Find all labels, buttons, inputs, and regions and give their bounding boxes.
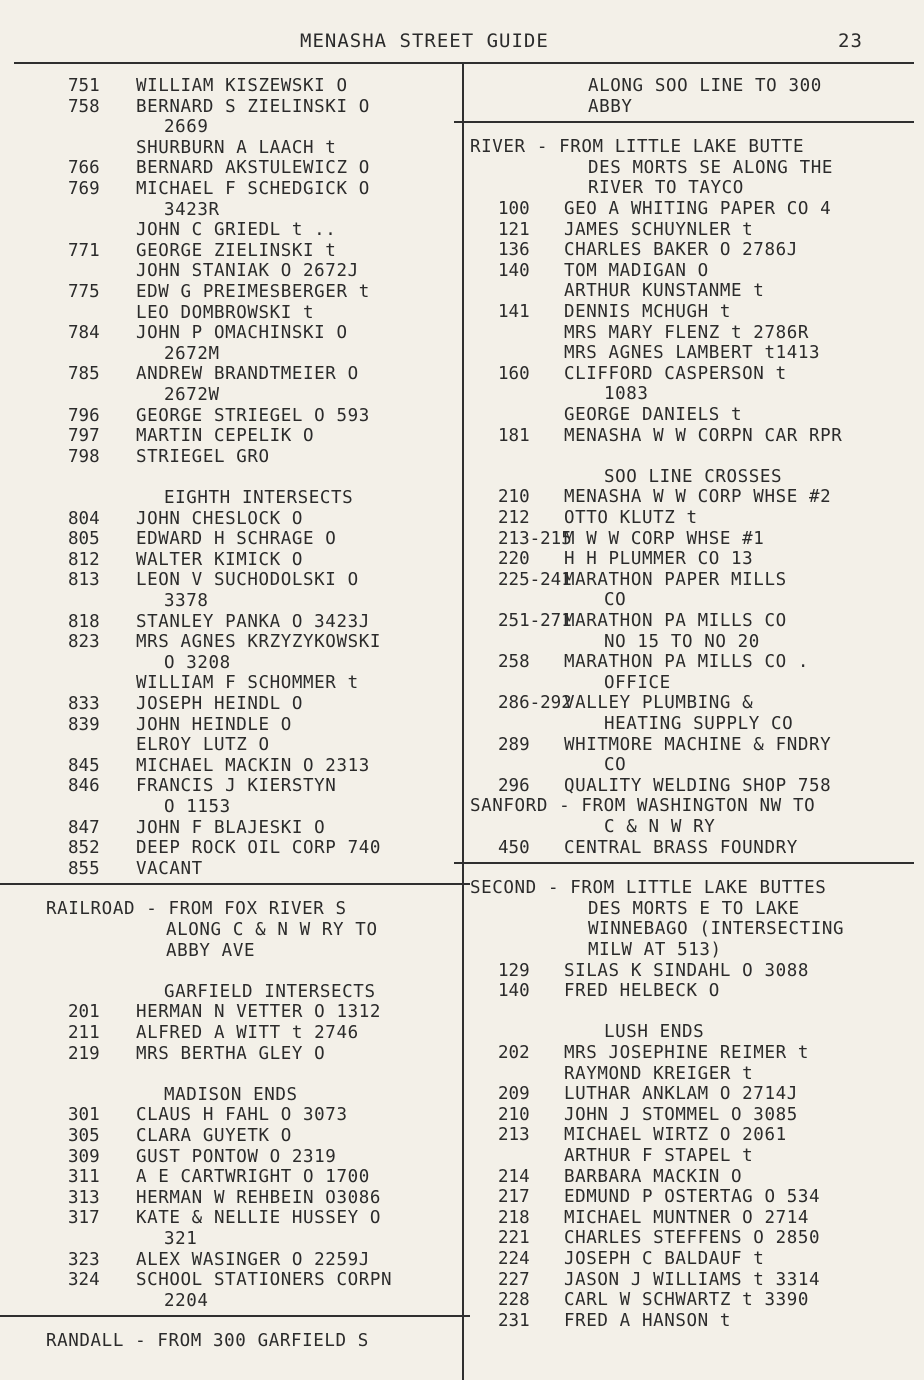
listing-entry: H H PLUMMER CO 13 [564,549,754,570]
listing-entry: ARTHUR KUNSTANME t [564,281,765,302]
house-number: 129 [498,960,530,981]
listing-entry: ALFRED A WITT t 2746 [136,1023,359,1043]
house-number: 286-292 [498,693,572,714]
listing-entry: 2669 [164,117,209,138]
house-number: 181 [498,425,530,446]
listing-entry: JOHN P OMACHINSKI O [136,323,348,344]
house-number: 769 [68,179,100,199]
listing-entry: SILAS K SINDAHL O 3088 [564,960,809,981]
listing-entry: ARTHUR F STAPEL t [564,1146,754,1166]
house-number: 847 [68,817,100,838]
section-rule [0,883,470,885]
house-number: 251-271 [498,611,572,631]
listing-entry: MARATHON PAPER MILLS [564,569,787,590]
listing-entry: VALLEY PLUMBING & [564,693,754,714]
listing-entry: C & N W RY [604,817,716,837]
listing-entry: DES MORTS SE ALONG THE [588,157,833,178]
house-number: 812 [68,549,100,570]
listing-entry: O 1153 [164,797,231,817]
listing-entry: CLARA GUYETK O [136,1126,292,1146]
house-number: 210 [498,1104,530,1125]
listing-entry: JOHN C GRIEDL t .. [136,220,337,241]
house-number: 160 [498,363,530,384]
house-number: 213-215 [498,528,572,549]
listing-entry: MENASHA W W CORP WHSE #2 [564,487,832,508]
listing-entry: RIVER TO TAYCO [588,178,744,199]
section-rule [454,862,914,864]
house-number: 852 [68,838,100,859]
listing-entry: MILW AT 513) [588,940,722,960]
listing-entry: MRS MARY FLENZ t 2786R [564,322,809,343]
listing-entry: CO [604,590,627,611]
listing-entry: MARTIN CEPELIK O [136,426,315,447]
listing-entry: ALEX WASINGER O 2259J [136,1249,370,1270]
listing-entry: HEATING SUPPLY CO [604,714,794,734]
listing-entry: CHARLES STEFFENS O 2850 [564,1228,821,1249]
house-number: 218 [498,1207,530,1228]
listing-entry: WALTER KIMICK O [136,549,304,570]
listing-entry: M W W CORP WHSE #1 [564,528,765,549]
listing-entry: CARL W SCHWARTZ t 3390 [564,1290,809,1311]
listing-entry: ABBY AVE [166,940,256,961]
house-number: 140 [498,260,530,281]
house-number: 771 [68,240,100,261]
listing-entry: FRED HELBECK O [564,981,720,1002]
listing-entry: WHITMORE MACHINE & FNDRY [564,734,832,755]
house-number: 212 [498,508,530,528]
house-number: 758 [68,96,100,117]
cross-street-note: LUSH ENDS [604,1022,705,1043]
cross-street-note: MADISON ENDS [164,1084,298,1105]
listing-entry: DENNIS MCHUGH t [564,302,732,322]
listing-entry: GEORGE STRIEGEL O 593 [136,405,370,426]
house-number: 202 [498,1043,530,1063]
house-number: 305 [68,1126,100,1146]
house-number: 221 [498,1228,530,1249]
listing-entry: LEO DOMBROWSKI t [136,302,315,323]
section-rule [454,121,914,123]
house-number: 309 [68,1146,100,1167]
section-rule [0,1315,470,1317]
listing-entry: KATE & NELLIE HUSSEY O [136,1208,381,1229]
house-number: 798 [68,446,100,467]
house-number: 805 [68,529,100,550]
house-number: 296 [498,775,530,796]
listing-entry: CHARLES BAKER O 2786J [564,240,798,261]
listing-entry: ELROY LUTZ O [136,735,270,756]
house-number: 797 [68,426,100,447]
listing-entry: A E CARTWRIGHT O 1700 [136,1167,370,1188]
listing-entry: JOSEPH C BALDAUF t [564,1249,765,1269]
listing-entry: MICHAEL WIRTZ O 2061 [564,1125,787,1146]
listing-entry: TOM MADIGAN O [564,260,709,281]
listing-entry: STRIEGEL GRO [136,446,270,467]
page-title: MENASHA STREET GUIDE [300,30,549,52]
listing-entry: STANLEY PANKA O 3423J [136,611,370,632]
listing-entry: CLIFFORD CASPERSON t [564,363,787,384]
right-column [464,0,924,1380]
house-number: 796 [68,405,100,426]
listing-entry: DEEP ROCK OIL CORP 740 [136,838,381,859]
listing-entry: BARBARA MACKIN O [564,1166,743,1187]
listing-entry: CO [604,755,627,776]
house-number: 766 [68,158,100,179]
listing-entry: GEORGE DANIELS t [564,405,743,425]
house-number: 210 [498,487,530,508]
listing-entry: VACANT [136,858,203,879]
listing-entry: JOHN F BLAJESKI O [136,817,326,838]
cross-street-note: GARFIELD INTERSECTS [164,981,376,1002]
house-number: 228 [498,1290,530,1311]
house-number: 311 [68,1167,100,1188]
listing-entry: JOHN CHESLOCK O [136,508,304,529]
house-number: 141 [498,302,530,322]
listing-entry: MRS AGNES LAMBERT t1413 [564,343,821,364]
listing-entry: ALONG SOO LINE TO 300 [588,76,822,96]
listing-entry: SCHOOL STATIONERS CORPN [136,1270,393,1291]
listing-entry: MICHAEL MACKIN O 2313 [136,755,370,776]
house-number: 224 [498,1249,530,1269]
house-number: 140 [498,981,530,1002]
street-heading: SANFORD - FROM WASHINGTON NW TO [470,796,816,817]
listing-entry: JOHN STANIAK O 2672J [136,261,359,282]
listing-entry: FRED A HANSON t [564,1310,732,1331]
listing-entry: OFFICE [604,672,671,693]
house-number: 100 [498,199,530,219]
listing-entry: BERNARD S ZIELINSKI O [136,96,370,117]
listing-entry: HERMAN N VETTER O 1312 [136,1002,381,1023]
house-number: 450 [498,837,530,858]
listing-entry: MICHAEL MUNTNER O 2714 [564,1207,809,1228]
house-number: 258 [498,652,530,673]
house-number: 317 [68,1208,100,1229]
listing-entry: MRS JOSEPHINE REIMER t [564,1043,809,1063]
listing-entry: LEON V SUCHODOLSKI O [136,570,359,591]
house-number: 785 [68,364,100,385]
listing-entry: 2204 [164,1290,209,1311]
house-number: 855 [68,858,100,879]
listing-entry: JOHN HEINDLE O [136,714,292,735]
street-heading: RAILROAD - FROM FOX RIVER S [46,899,347,920]
listing-entry: JASON J WILLIAMS t 3314 [564,1269,821,1290]
house-number: 313 [68,1187,100,1208]
listing-entry: CLAUS H FAHL O 3073 [136,1105,348,1126]
house-number: 220 [498,549,530,570]
listing-entry: MARATHON PA MILLS CO [564,611,787,631]
house-number: 845 [68,755,100,776]
house-number: 289 [498,734,530,755]
house-number: 323 [68,1249,100,1270]
listing-entry: LUTHAR ANKLAM O 2714J [564,1084,798,1105]
house-number: 301 [68,1105,100,1126]
house-number: 823 [68,632,100,653]
listing-entry: RAYMOND KREIGER t [564,1063,754,1084]
house-number: 231 [498,1310,530,1331]
cross-street-note: SOO LINE CROSSES [604,466,783,487]
listing-entry: JOSEPH HEINDL O [136,694,304,714]
house-number: 227 [498,1269,530,1290]
listing-entry: GEO A WHITING PAPER CO 4 [564,199,832,219]
listing-entry: HERMAN W REHBEIN O3086 [136,1187,381,1208]
cross-street-note: EIGHTH INTERSECTS [164,488,354,508]
listing-entry: WILLIAM F SCHOMMER t [136,673,359,694]
listing-entry: EDMUND P OSTERTAG O 534 [564,1187,821,1208]
listing-entry: GUST PONTOW O 2319 [136,1146,337,1167]
house-number: 813 [68,570,100,591]
house-number: 846 [68,776,100,797]
listing-entry: OTTO KLUTZ t [564,508,698,528]
house-number: 136 [498,240,530,261]
house-number: 213 [498,1125,530,1146]
house-number: 784 [68,323,100,344]
house-number: 121 [498,219,530,240]
listing-entry: QUALITY WELDING SHOP 758 [564,775,832,796]
house-number: 217 [498,1187,530,1208]
listing-entry: EDW G PREIMESBERGER t [136,282,370,302]
house-number: 201 [68,1002,100,1023]
listing-entry: GEORGE ZIELINSKI t [136,240,337,261]
house-number: 225-241 [498,569,572,590]
listing-entry: EDWARD H SCHRAGE O [136,529,337,550]
house-number: 219 [68,1043,100,1064]
street-heading: SECOND - FROM LITTLE LAKE BUTTES [470,878,827,899]
listing-entry: 2672M [164,343,220,364]
listing-entry: JOHN J STOMMEL O 3085 [564,1104,798,1125]
house-number: 804 [68,508,100,529]
house-number: 751 [68,76,100,96]
listing-entry: ANDREW BRANDTMEIER O [136,364,359,385]
listing-entry: O 3208 [164,652,231,673]
house-number: 833 [68,694,100,714]
house-number: 775 [68,282,100,302]
listing-entry: JAMES SCHUYNLER t [564,219,754,240]
street-heading: RANDALL - FROM 300 GARFIELD S [46,1331,369,1352]
listing-entry: MRS AGNES KRZYZYKOWSKI [136,632,381,653]
page-number: 23 [838,30,863,52]
house-number: 209 [498,1084,530,1105]
house-number: 214 [498,1166,530,1187]
house-number: 818 [68,611,100,632]
listing-entry: 321 [164,1229,198,1249]
listing-entry: NO 15 TO NO 20 [604,631,760,652]
listing-entry: FRANCIS J KIERSTYN [136,776,337,797]
listing-entry: BERNARD AKSTULEWICZ O [136,158,370,179]
listing-entry: ABBY [588,96,633,117]
listing-entry: DES MORTS E TO LAKE [588,898,800,919]
listing-entry: ALONG C & N W RY TO [166,920,378,940]
listing-entry: CENTRAL BRASS FOUNDRY [564,837,798,858]
listing-entry: 1083 [604,384,649,405]
house-number: 211 [68,1023,100,1043]
listing-entry: 3378 [164,591,209,611]
listing-entry: WINNEBAGO (INTERSECTING [588,919,845,940]
street-heading: RIVER - FROM LITTLE LAKE BUTTE [470,137,805,158]
listing-entry: MARATHON PA MILLS CO . [564,652,809,673]
listing-entry: WILLIAM KISZEWSKI O [136,76,348,96]
listing-entry: 3423R [164,199,220,220]
listing-entry: MENASHA W W CORPN CAR RPR [564,425,843,446]
listing-entry: MRS BERTHA GLEY O [136,1043,326,1064]
house-number: 324 [68,1270,100,1291]
listing-entry: MICHAEL F SCHEDGICK O [136,179,370,199]
listing-entry: SHURBURN A LAACH t [136,137,337,158]
house-number: 839 [68,714,100,735]
listing-entry: 2672W [164,385,220,405]
